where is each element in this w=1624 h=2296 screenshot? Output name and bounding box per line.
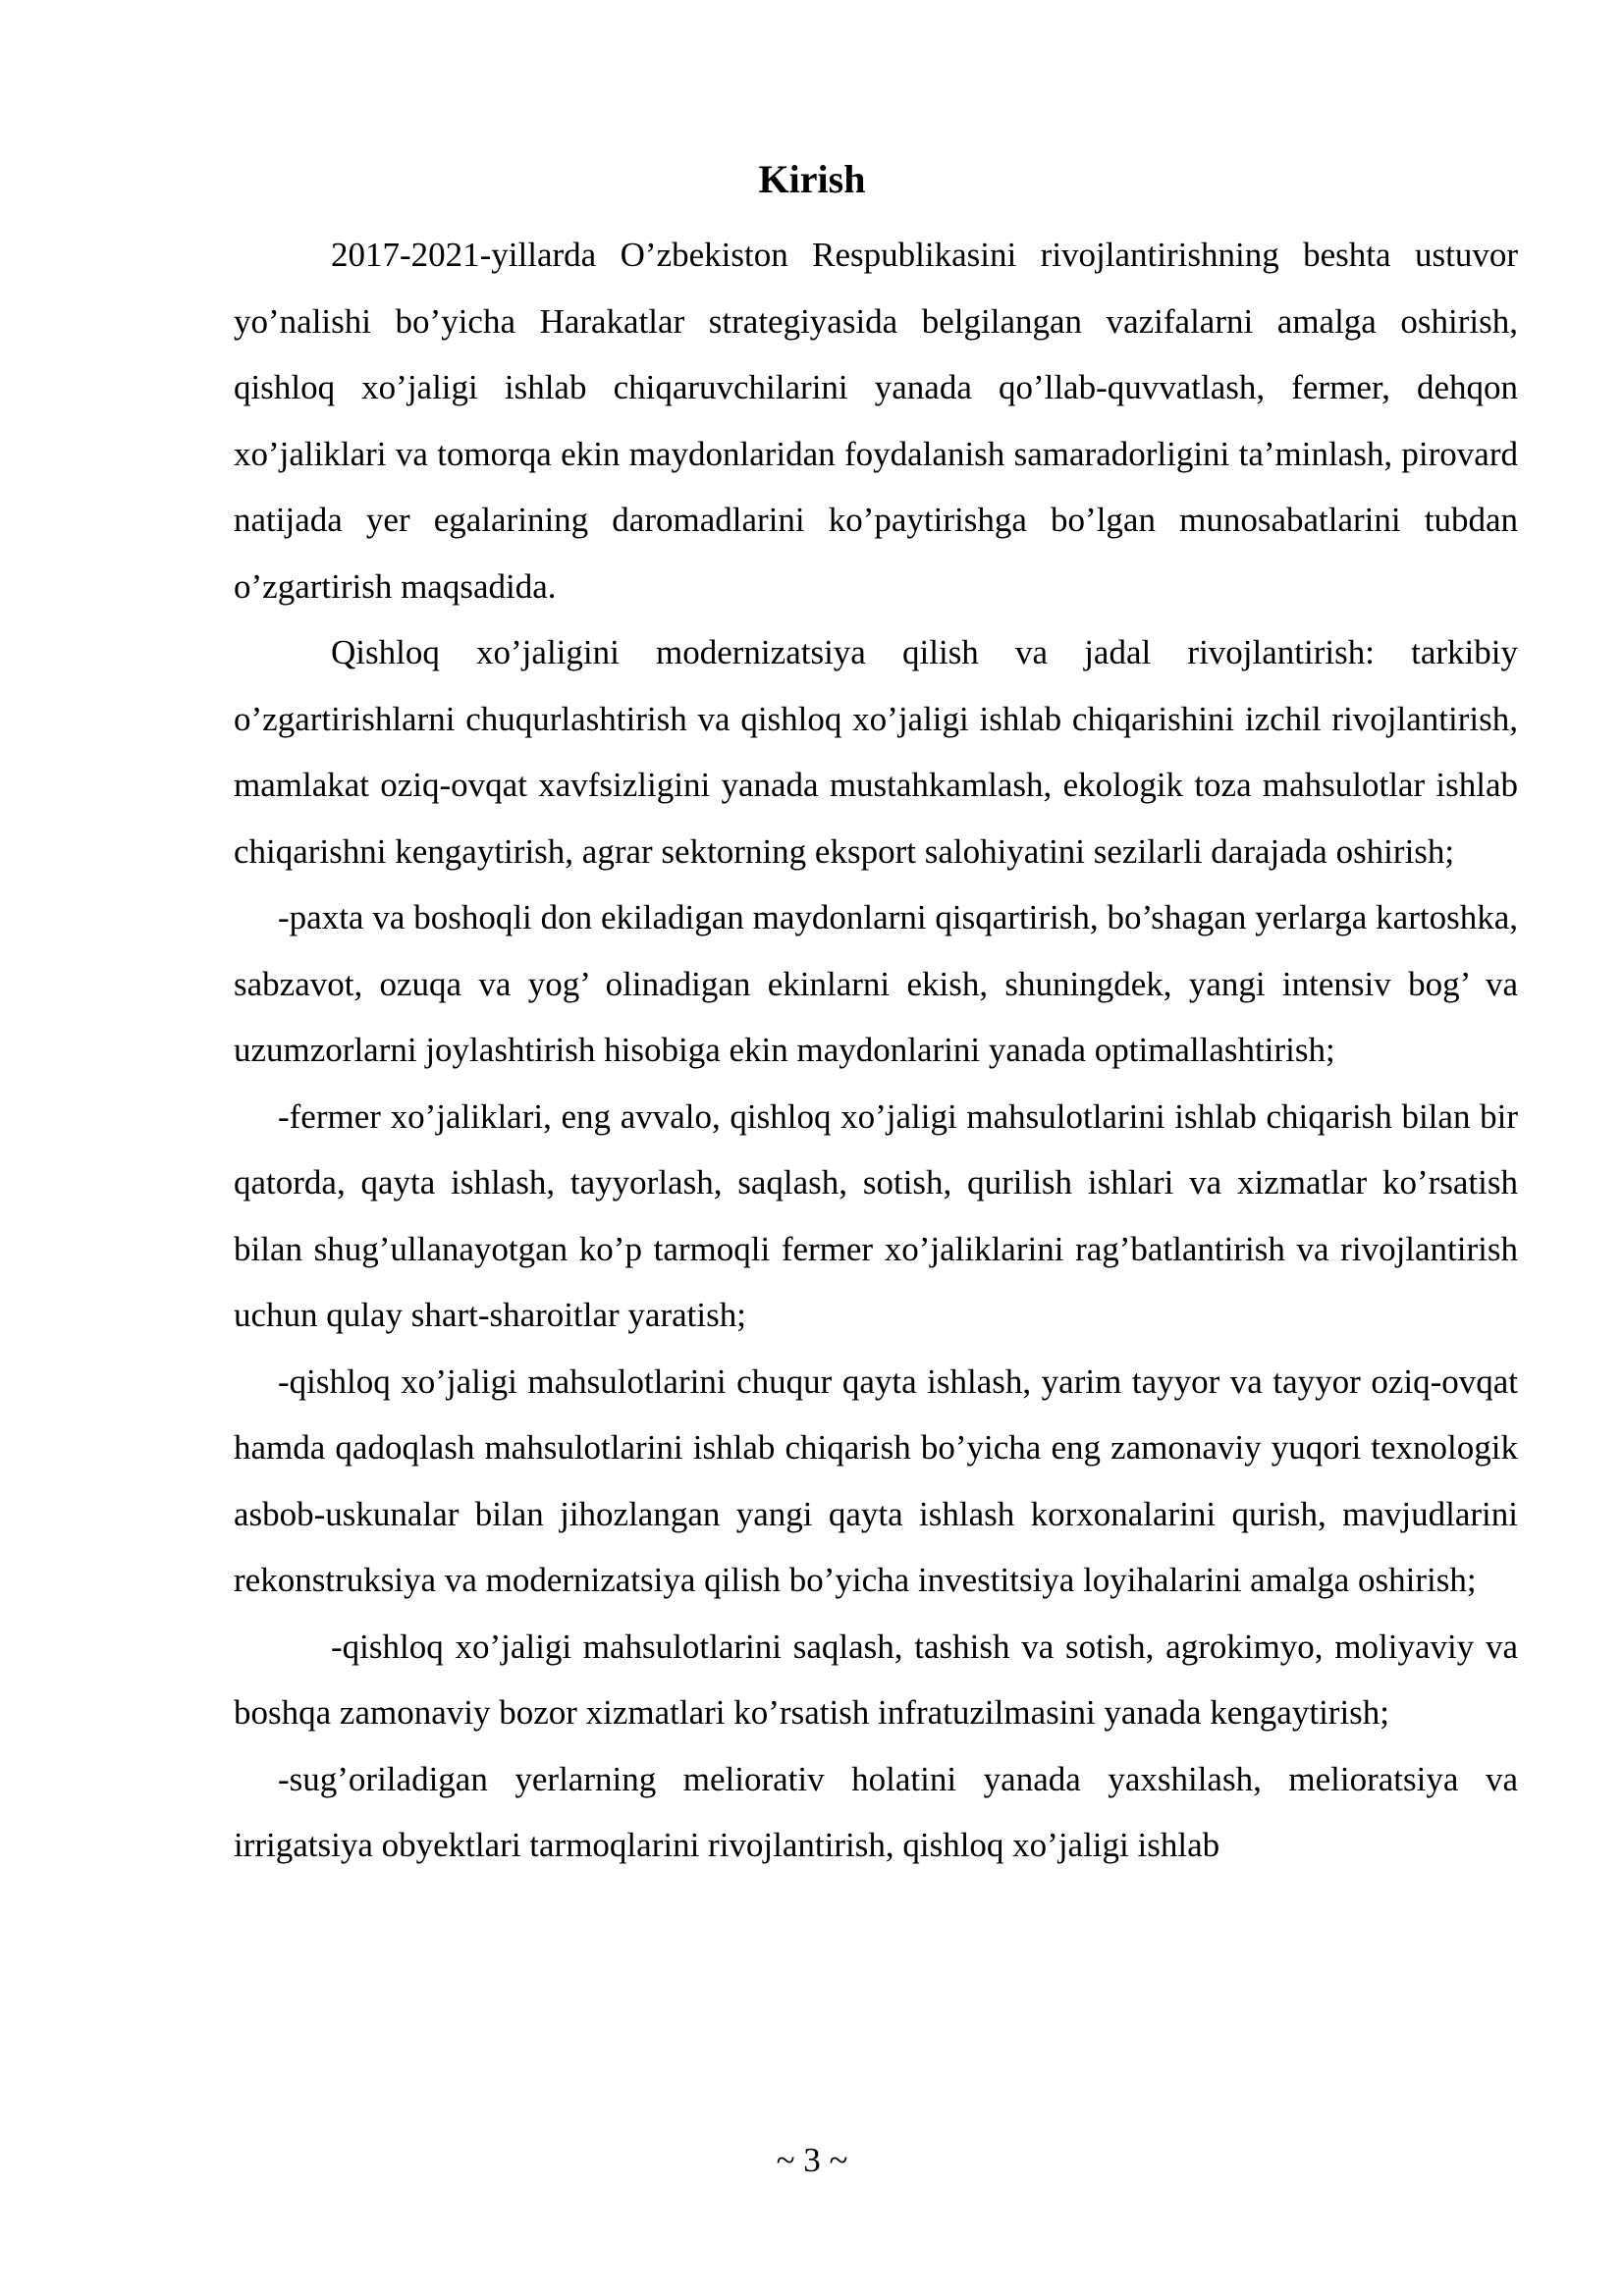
paragraph-list-item: -sug’oriladigan yerlarning meliorativ holatini yanada yaxshilash, melioratsiya va irrigatsiya obyektlari tarmoqlarini rivojlantirish, qishloq xo’jaligi ishlab bbox=[234, 1759, 1518, 1864]
paragraph-list-item: -qishloq xo’jaligi mahsulotlarini saqlash, tashish va sotish, agrokimyo, moliyaviy va boshqa zamonaviy bozor xizmatlari ko’rsatish infratuzilmasini yanada kengaytirish; bbox=[234, 1627, 1518, 1732]
paragraph-list-item: -qishloq xo’jaligi mahsulotlarini chuqur qayta ishlash, yarim tayyor va tayyor oziq-ovqat hamda qadoqlash mahsulotlarini ishlab chiqarish bo’yicha eng zamonaviy yuqori texnologik asbob-uskunalar bilan jihozlangan yangi qayta ishlash korxonalarini qurish, mavjudlarini rekonstruksiya va modernizatsiya qilish bo’yicha investitsiya loyihalarini amalga oshirish; bbox=[234, 1362, 1518, 1599]
paragraph-list-item: -fermer xo’jaliklari, eng avvalo, qishloq xo’jaligi mahsulotlarini ishlab chiqarish bilan bir qatorda, qayta ishlash, tayyorlash, saqlash, sotish, qurilish ishlari va xizmatlar ko’rsatish bilan shug’ullanayotgan ko’p tarmoqli fermer xo’jaliklarini rag’batlantirish va rivojlantirish uchun qulay shart-sharoitlar yaratish; bbox=[234, 1096, 1518, 1334]
page-number: ~ 3 ~ bbox=[776, 2141, 848, 2179]
paragraph-intro: 2017-2021-yillarda O’zbekiston Respublikasini rivojlantirishning beshta ustuvor yo’nalishi bo’yicha Harakatlar strategiyasida belgilangan vazifalarni amalga oshirish, qishloq xo’jaligi ishlab chiqaruvchilarini yanada qo’llab-quvvatlash, fermer, dehqon xo’jaliklari va tomorqa ekin maydonlaridan foydalanish samaradorligini ta’minlash, pirovard natijada yer egalarining daromadlarini ko’paytirishga bo’lgan munosabatlarini tubdan o’zgartirish maqsadida. bbox=[234, 236, 1518, 606]
paragraph-list-item: -paxta va boshoqli don ekiladigan maydonlarni qisqartirish, bo’shagan yerlarga kartoshka, sabzavot, ozuqa va yog’ olinadigan ekinlarni ekish, shuningdek, yangi intensiv bog’ va uzumzorlarni joylashtirish hisobiga ekin maydonlarini yanada optimallashtirish; bbox=[234, 898, 1518, 1069]
paragraph-modernization: Qishloq xo’jaligini modernizatsiya qilish va jadal rivojlantirish: tarkibiy o’zgartirishlarni chuqurlashtirish va qishloq xo’jaligi ishlab chiqarishini izchil rivojlantirish, mamlakat oziq-ovqat xavfsizligini yanada mustahkamlash, ekologik toza mahsulotlar ishlab chiqarishni kengaytirish, agrar sektorning eksport salohiyatini sezilarli darajada oshirish; bbox=[234, 633, 1518, 871]
section-heading: Kirish bbox=[758, 157, 866, 201]
body-text bbox=[234, 222, 1518, 1879]
